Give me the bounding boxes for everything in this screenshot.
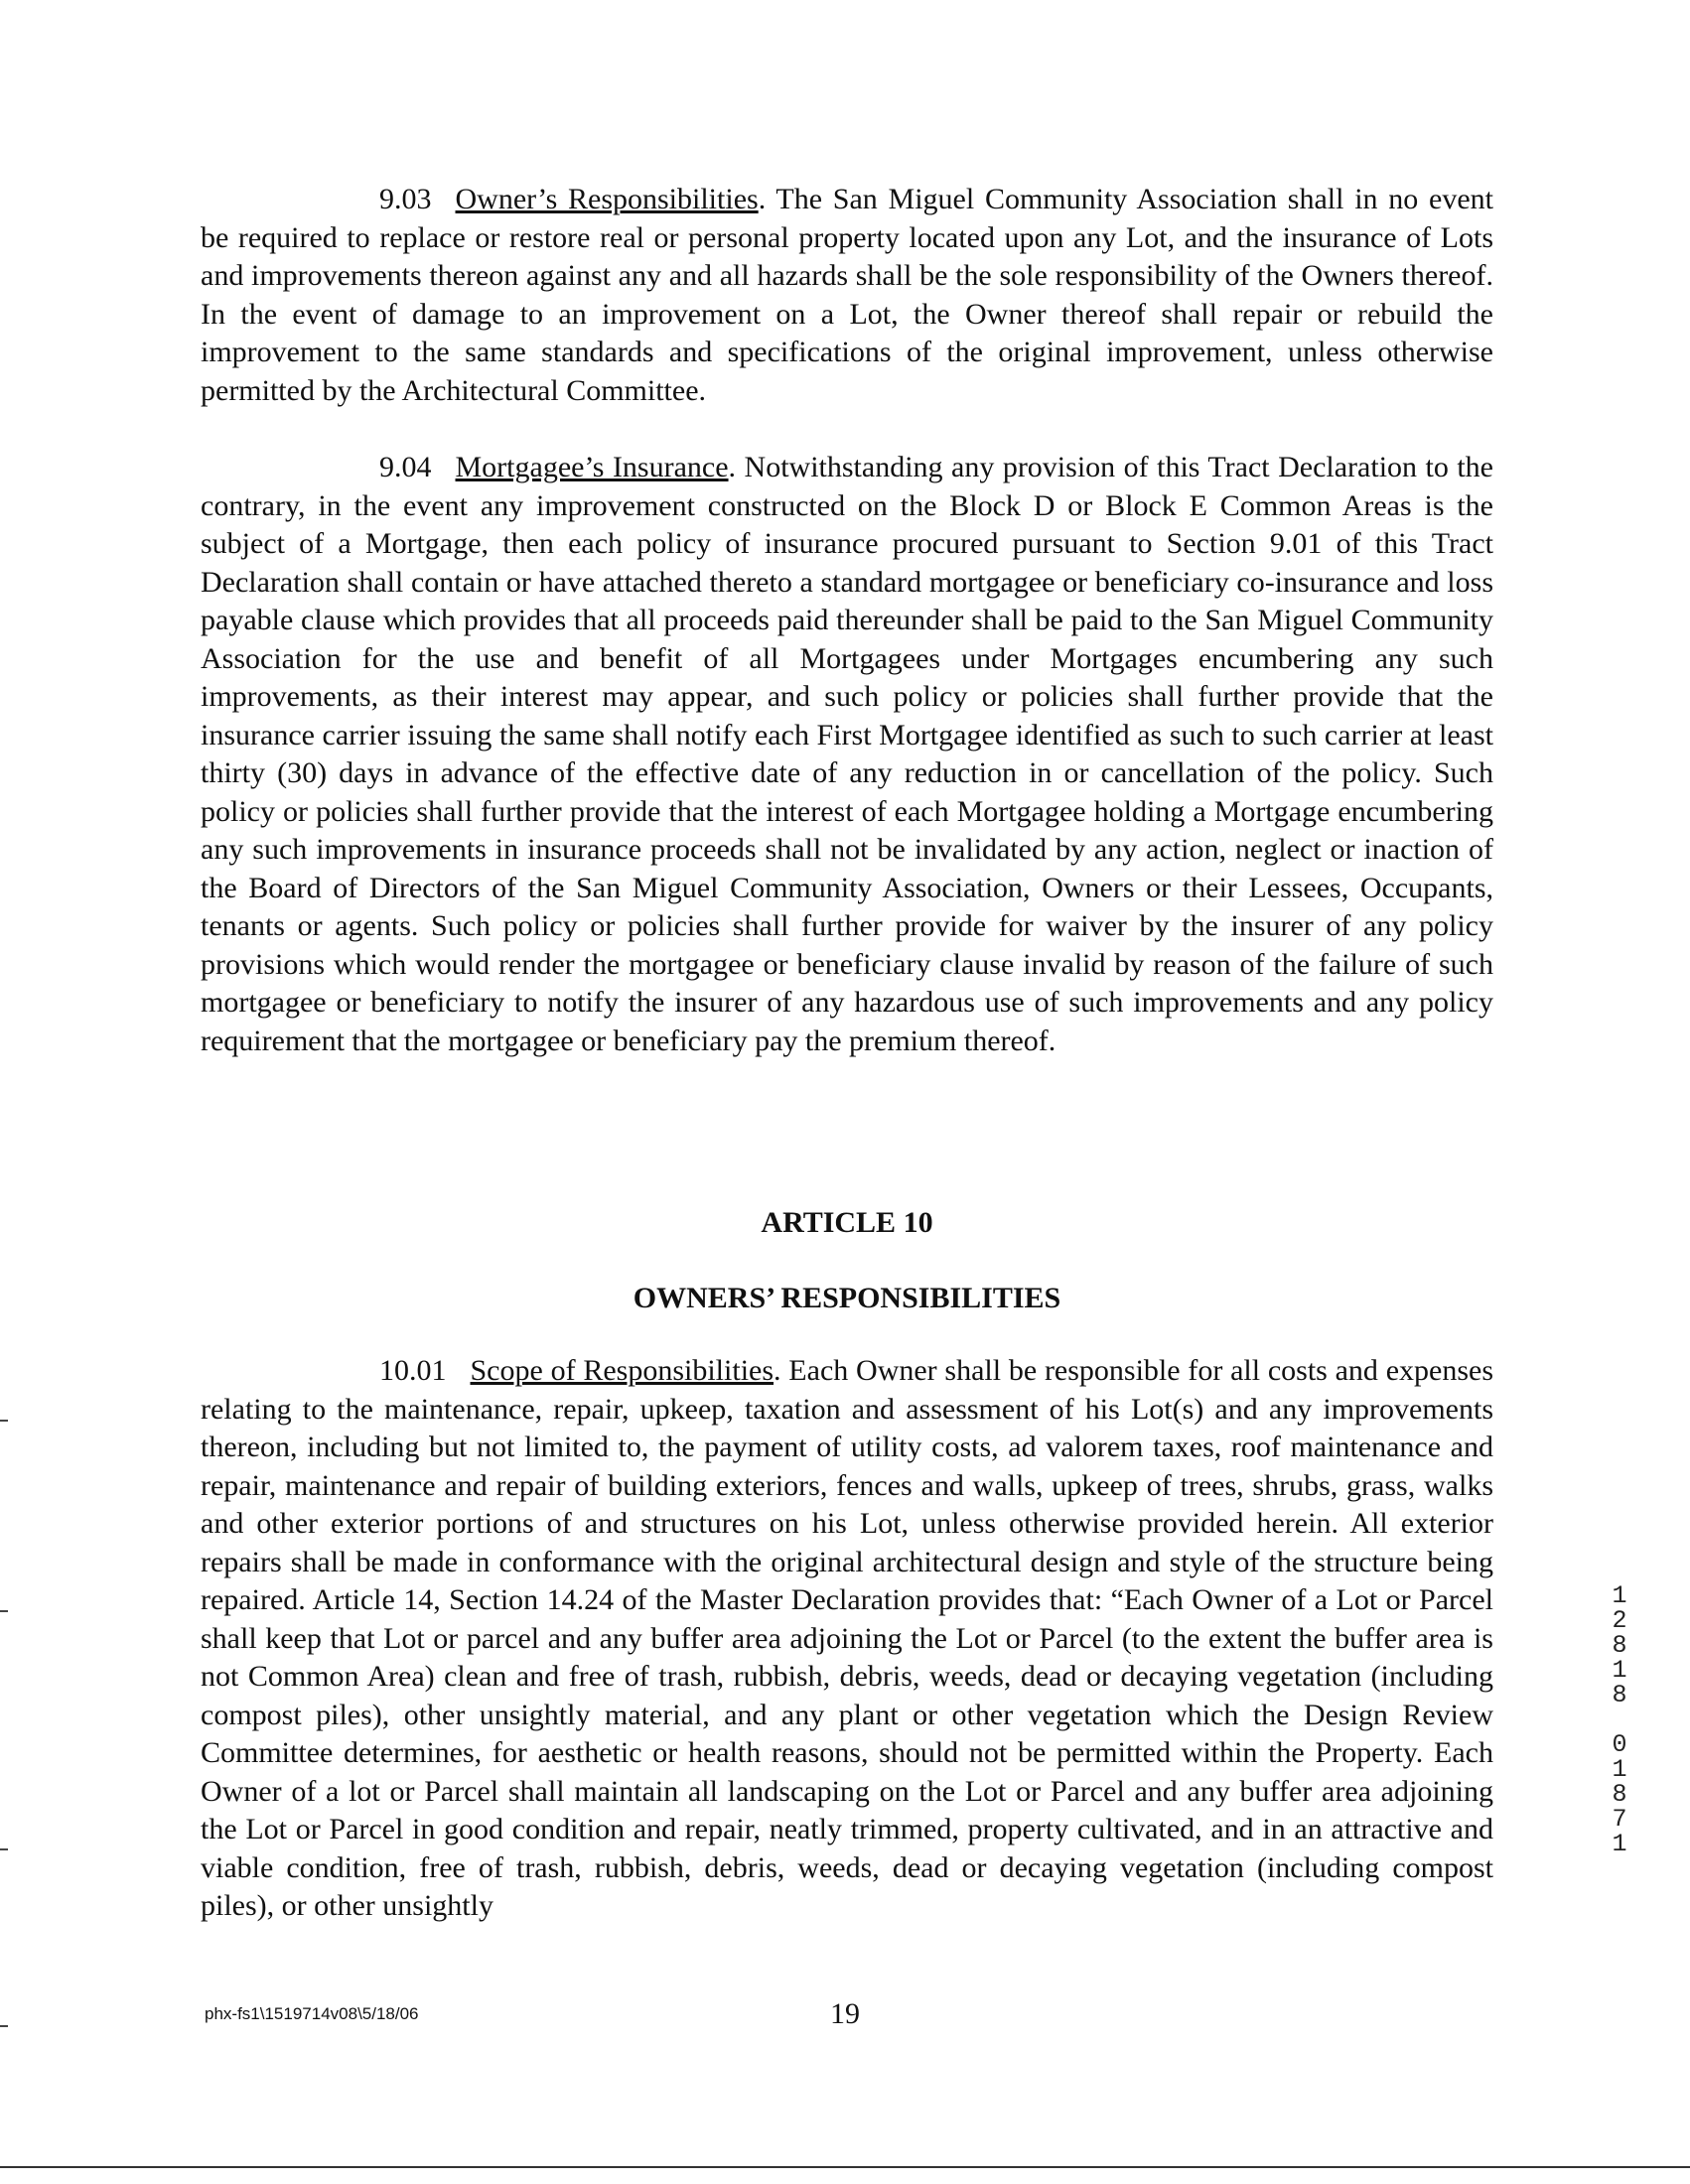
section-9-04: [201, 449, 1493, 1060]
stamp-digit: 8: [1612, 1780, 1627, 1809]
scan-bottom-rule: [0, 2166, 1690, 2168]
stamp-digit: 2: [1612, 1606, 1627, 1635]
stamp-digit: 1: [1612, 1830, 1627, 1858]
section-10-01: [201, 1352, 1493, 1926]
section-9-03: [201, 181, 1493, 410]
stamp-digit: 1: [1612, 1656, 1627, 1685]
page-number: 19: [830, 1997, 860, 2030]
recording-stamp: [1607, 1583, 1632, 1856]
section-number: 9.03: [379, 183, 432, 215]
section-number: 9.04: [379, 451, 432, 483]
section-title: Owner’s Responsibilities: [455, 183, 759, 215]
article-label: ARTICLE 10: [761, 1206, 933, 1239]
section-number: 10.01: [379, 1354, 447, 1387]
stamp-digit: 1: [1612, 1755, 1627, 1784]
scan-edge-mark: [0, 1420, 8, 1422]
section-title: Scope of Responsibilities: [470, 1354, 775, 1387]
stamp-digit: 8: [1612, 1631, 1627, 1660]
scan-edge-mark: [0, 1610, 8, 1612]
stamp-gap: [1607, 1707, 1632, 1732]
stamp-digit: 1: [1612, 1581, 1627, 1610]
stamp-digit: 0: [1612, 1730, 1627, 1759]
article-title: OWNERS’ RESPONSIBILITIES: [633, 1282, 1061, 1314]
section-body: . Each Owner shall be responsible for all costs and expenses relating to the maintenance, repair, upkeep, taxation and assessment of his Lot(s) and any improvements thereon, including but not limited to, the payment of utility costs, ad valorem taxes, roof maintenance and repair, maintenance and repair of building exteriors, fences and walls, upkeep of trees, shrubs, grass, walks and other exterior portions of and structures on his Lot, unless otherwise provided herein. All exterior repairs shall be made in conformance with the original architectural design and style of the structure being repaired. Article 14, Section 14.24 of the Master Declaration provides that: “Each Owner of a Lot or Parcel shall keep that Lot or parcel and any buffer area adjoining the Lot or Parcel (to the extent the buffer area is not Common Area) clean and free of trash, rubbish, debris, weeds, dead or decaying vegetation (including compost piles), other unsightly material, and any plant or other vegetation which the Design Review Committee determines, for aesthetic or health reasons, should not be permitted within the Property. Each Owner of a lot or Parcel shall maintain all landscaping on the Lot or Parcel and any buffer area adjoining the Lot or Parcel in good condition and repair, neatly trimmed, property cultivated, and in an attractive and viable condition, free of trash, rubbish, debris, weeds, dead or decaying vegetation (including compost piles), or other unsightly: [201, 1354, 1493, 1922]
stamp-digit: 7: [1612, 1805, 1627, 1834]
scan-edge-mark: [0, 2025, 8, 2027]
section-title: Mortgagee’s Insurance: [455, 451, 729, 483]
document-code: phx-fs1\1519714v08\5/18/06: [205, 2004, 419, 2023]
scan-edge-mark: [0, 1848, 8, 1850]
section-body: . Notwithstanding any provision of this Tract Declaration to the contrary, in the event any improvement constructed on the Block D or Block E Common Areas is the subject of a Mortgage, then each policy of insurance procured pursuant to Section 9.01 of this Tract Declaration shall contain or have attached thereto a standard mortgagee or beneficiary co-insurance and loss payable clause which provides that all proceeds paid thereunder shall be paid to the San Miguel Community Association for the use and benefit of all Mortgagees under Mortgages encumbering any such improvements, as their interest may appear, and such policy or policies shall further provide that the insurance carrier issuing the same shall notify each First Mortgagee identified as such to such carrier at least thirty (30) days in advance of the effective date of any reduction in or cancellation of the policy. Such policy or policies shall further provide that the interest of each Mortgagee holding a Mortgage encumbering any such improvements in insurance proceeds shall not be invalidated by any action, neglect or inaction of the Board of Directors of the San Miguel Community Association, Owners or their Lessees, Occupants, tenants or agents. Such policy or policies shall further provide for waiver by the insurer of any policy provisions which would render the mortgagee or beneficiary clause invalid by reason of the failure of such mortgagee or beneficiary to notify the insurer of any hazardous use of such improvements and any policy requirement that the mortgagee or beneficiary pay the premium thereof.: [201, 451, 1493, 1057]
stamp-digit: 8: [1612, 1681, 1627, 1709]
section-body: . The San Miguel Community Association shall in no event be required to replace or restore real or personal property located upon any Lot, and the insurance of Lots and improvements thereon against any and all hazards shall be the sole responsibility of the Owners thereof. In the event of damage to an improvement on a Lot, the Owner thereof shall repair or rebuild the improvement to the same standards and specifications of the original improvement, unless otherwise permitted by the Architectural Committee.: [201, 183, 1493, 407]
